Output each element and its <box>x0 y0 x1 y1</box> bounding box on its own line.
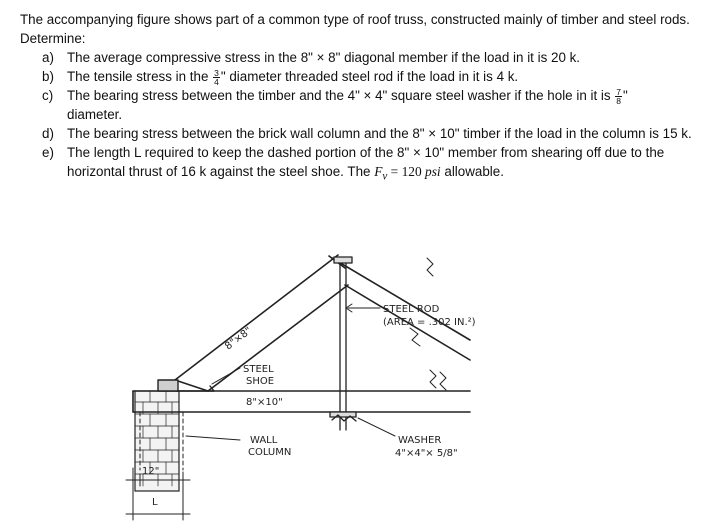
part-text: The bearing stress between the timber and the 4" × 4" square steel washer if the hole in it is <box>67 88 615 103</box>
diagonal-label: 8"×8" <box>223 325 255 353</box>
part-text: The tensile stress in the <box>67 69 213 84</box>
part-label: b) <box>42 69 54 84</box>
part-text: The length L required to keep the dashed portion of the 8" × 10" member from shearing off due to the horizontal thrust of 16 k against the steel shoe. The <box>67 145 665 179</box>
fraction-numerator: 3 <box>214 67 219 78</box>
wall-label-1: WALL <box>250 435 278 446</box>
dimension-L-label: L <box>152 497 158 508</box>
fraction-numerator: 7 <box>616 86 622 97</box>
problem-intro: The accompanying figure shows part of a common type of roof truss, constructed mainly of timber and steel rods. Determine: <box>20 12 690 46</box>
part-text: " <box>623 88 628 103</box>
steel-rod-label: STEEL ROD <box>383 304 440 315</box>
part-text: diameter. <box>67 107 123 122</box>
part-label: a) <box>42 50 54 65</box>
leader-lines <box>186 304 395 440</box>
math-subscript: v <box>382 170 388 183</box>
wall-label-2: COLUMN <box>248 447 292 458</box>
steel-shoe <box>158 380 214 391</box>
washer-label-1: WASHER <box>398 435 442 446</box>
part-text: " diameter threaded steel rod if the load in it is 4 k. <box>220 69 519 84</box>
part-text: The average compressive stress in the 8" × 8" diagonal member if the load in it is 20 k. <box>67 50 581 65</box>
steel-shoe-label-2: SHOE <box>246 376 275 387</box>
part-label: d) <box>42 126 54 141</box>
dimension-12-label: 12" <box>142 466 160 477</box>
rod-area-label: (AREA = .302 IN.²) <box>383 317 476 328</box>
part-text: = 120 <box>387 164 426 179</box>
math-unit: psi <box>425 164 441 179</box>
washer-label-2: 4"×4"× 5/8" <box>395 448 458 459</box>
steel-shoe-label-1: STEEL <box>243 364 274 375</box>
part-text: allowable. <box>440 164 504 179</box>
fraction-denominator: 4 <box>214 76 219 87</box>
timber-label: 8"×10" <box>246 397 283 408</box>
fraction-denominator: 8 <box>616 95 622 106</box>
steel-rod <box>330 257 356 430</box>
math-variable: F <box>374 164 383 179</box>
part-label: e) <box>42 145 54 160</box>
part-text: The bearing stress between the brick wall column and the 8" × 10" timber if the load in the column is 15 k. <box>67 126 692 141</box>
part-label: c) <box>42 88 54 103</box>
